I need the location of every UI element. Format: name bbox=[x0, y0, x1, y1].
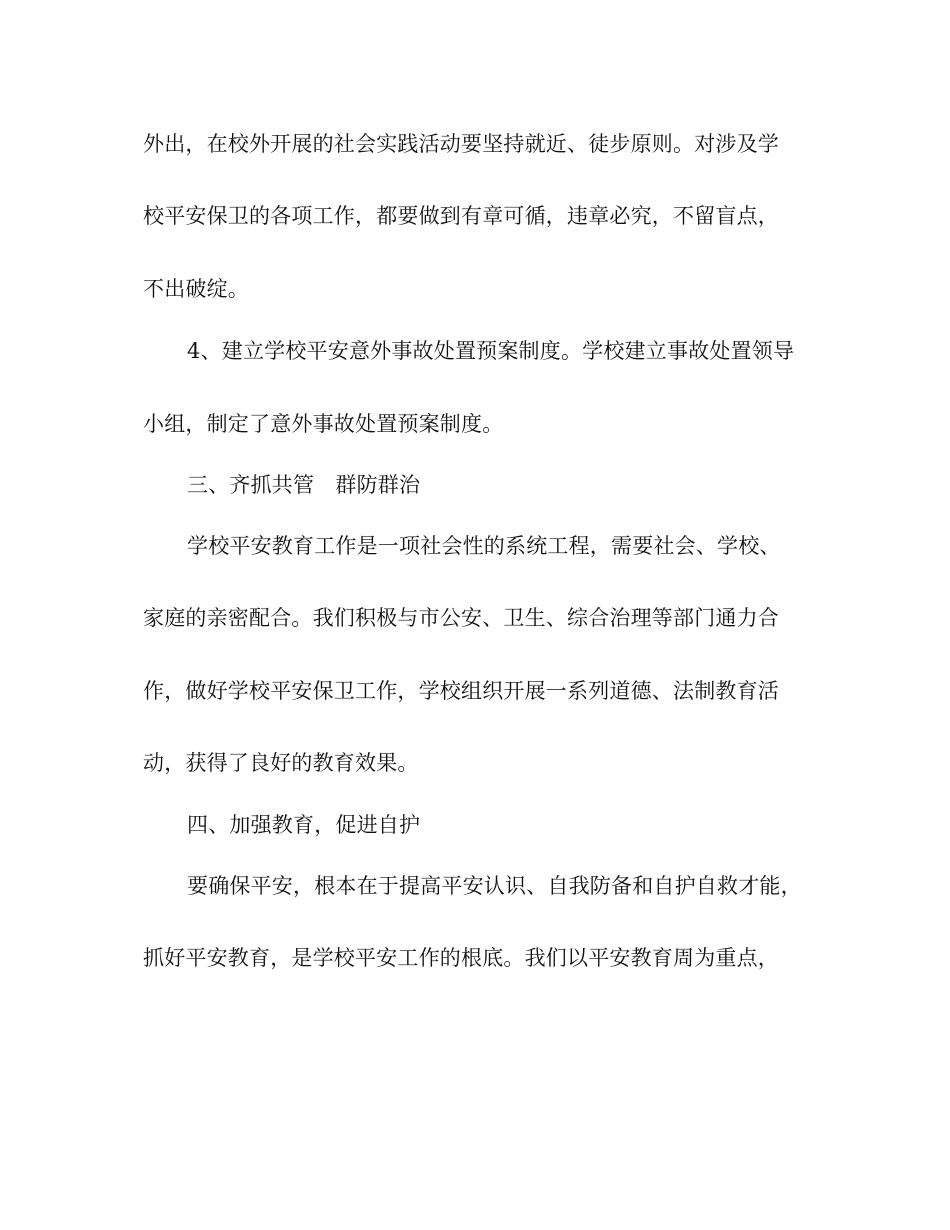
paragraph-line: 学校平安教育工作是一项社会性的系统工程，需要社会、学校、 bbox=[187, 534, 781, 558]
paragraph-line: 校平安保卫的各项工作，都要做到有章可循，违章必究，不留盲点， bbox=[143, 204, 779, 228]
section-heading: 四、加强教育，促进自护 bbox=[187, 813, 421, 837]
paragraph-line: 动，获得了良好的教育效果。 bbox=[143, 751, 419, 775]
paragraph-line: 外出，在校外开展的社会实践活动要坚持就近、徒步原则。对涉及学 bbox=[143, 132, 779, 156]
paragraph-line: 要确保平安，根本在于提高平安认识、自我防备和自护自救才能， bbox=[187, 874, 802, 898]
paragraph-line: 小组，制定了意外事故处置预案制度。 bbox=[143, 412, 504, 436]
paragraph-line: 家庭的亲密配合。我们积极与市公安、卫生、综合治理等部门通力合 bbox=[143, 606, 779, 630]
section-heading: 三、齐抓共管 群防群治 bbox=[187, 473, 421, 497]
paragraph-line: 作，做好学校平安保卫工作，学校组织开展一系列道德、法制教育活 bbox=[143, 679, 779, 703]
paragraph-line: 不出破绽。 bbox=[143, 277, 249, 301]
paragraph-line: 4、建立学校平安意外事故处置预案制度。学校建立事故处置领导 bbox=[187, 339, 795, 363]
paragraph-line: 抓好平安教育，是学校平安工作的根底。我们以平安教育周为重点， bbox=[143, 946, 779, 970]
